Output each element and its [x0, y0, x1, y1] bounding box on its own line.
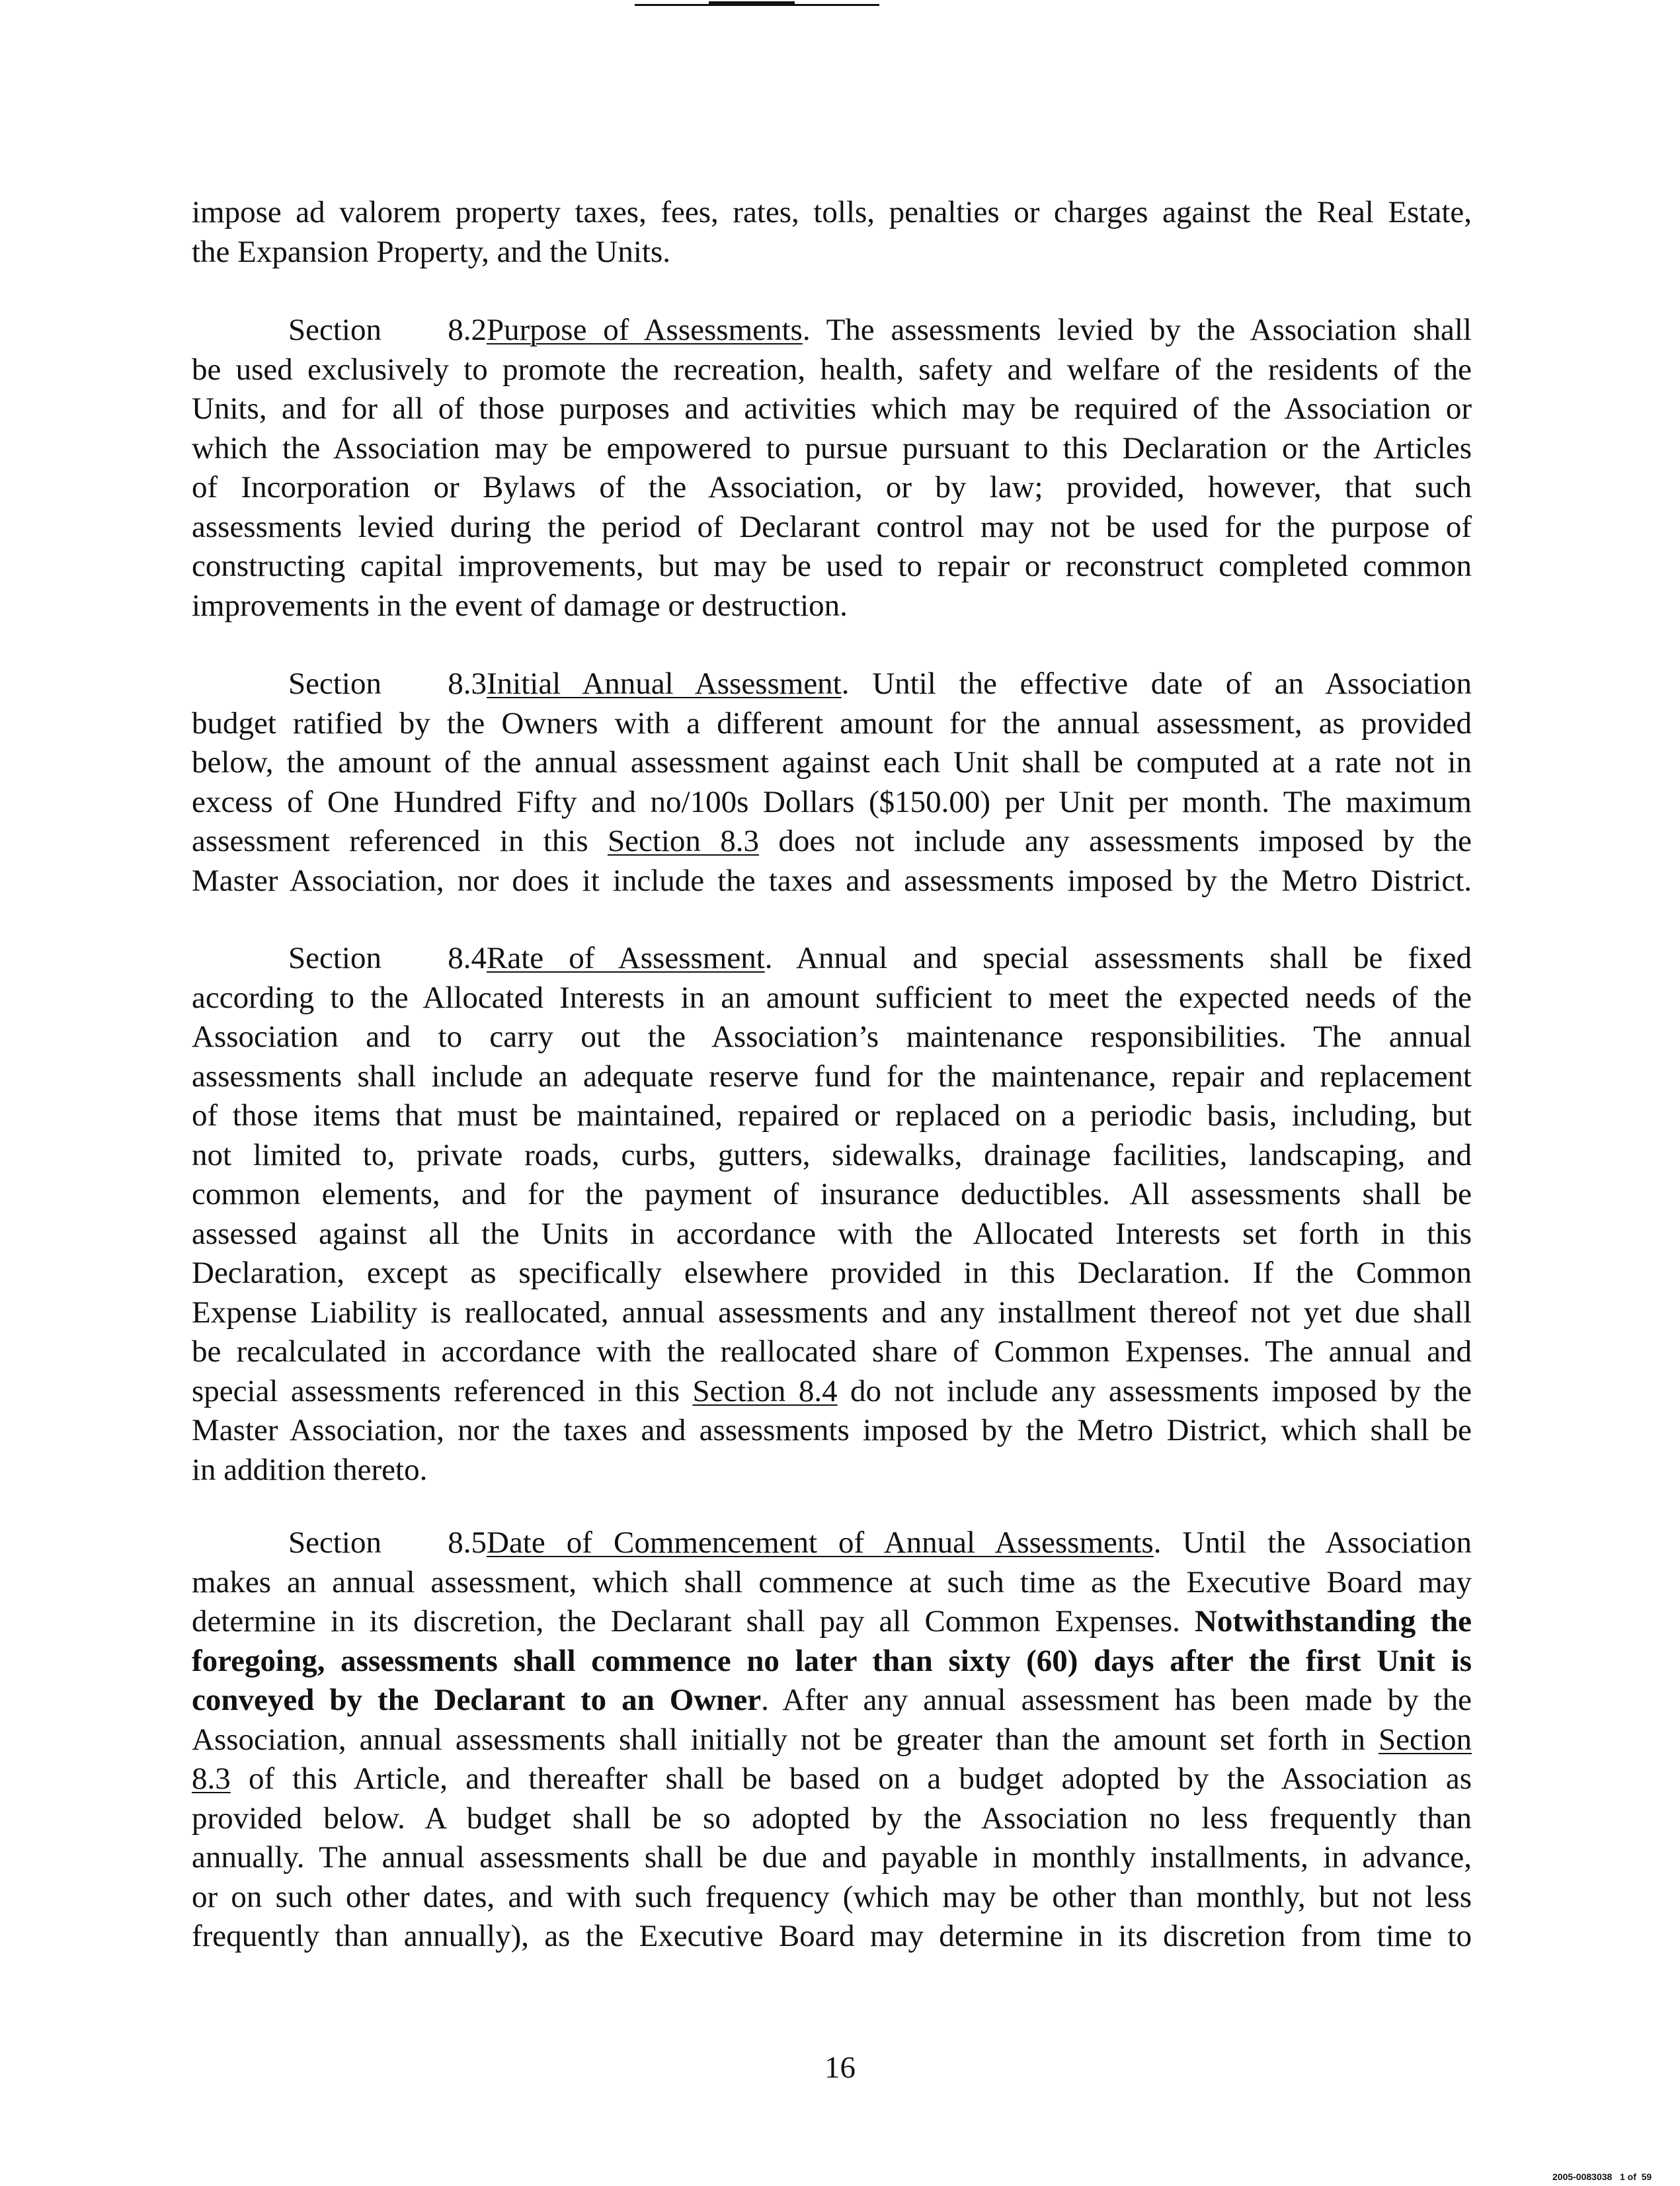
section-number: Section 8.3 — [288, 667, 487, 701]
section-paragraph — [192, 1523, 1472, 1957]
underlined-heading: 8.3 — [192, 1761, 231, 1796]
text-line — [192, 783, 1472, 823]
text-line — [192, 389, 1472, 429]
text-segment: . Until the Association — [1153, 1525, 1472, 1560]
recording-stamp: 2005-0083038 1 of 59 — [1552, 2171, 1652, 2182]
text-line — [192, 1372, 1472, 1412]
section-paragraph — [192, 665, 1472, 901]
text-segment: of those items that must be maintained, repaired or replaced on a periodic basis, including, but — [192, 1098, 1472, 1133]
text-segment: . Annual and special assessments shall be fixed — [764, 941, 1472, 975]
text-line — [192, 1838, 1472, 1878]
text-segment: according to the Allocated Interests in an amount sufficient to meet the expected needs of the — [192, 980, 1472, 1015]
text-segment: . The assessments levied by the Association shall — [802, 313, 1472, 347]
text-segment: excess of One Hundred Fifty and no/100s Dollars ($150.00) per Unit per month. The maximum — [192, 784, 1472, 819]
text-line — [192, 939, 1472, 979]
text-segment: determine in its discretion, the Declarant shall pay all Common Expenses. — [192, 1604, 1195, 1639]
text-line — [192, 1293, 1472, 1333]
section-paragraph — [192, 939, 1472, 1490]
underlined-heading: Purpose of Assessments — [487, 313, 803, 347]
text-line — [192, 1136, 1472, 1176]
text-segment: do not include any assessments imposed by the — [837, 1373, 1472, 1408]
underlined-heading: Section 8.4 — [692, 1373, 838, 1408]
text-segment: Master Association, nor does it include the taxes and assessments imposed by the Metro District. — [192, 863, 1472, 898]
text-line — [192, 862, 1472, 901]
section-paragraph — [192, 311, 1472, 626]
text-line — [192, 1096, 1472, 1136]
text-line — [192, 665, 1472, 704]
text-line — [192, 1523, 1472, 1563]
text-segment: makes an annual assessment, which shall commence at such time as the Executive Board may — [192, 1564, 1472, 1599]
text-line — [192, 1411, 1472, 1451]
paragraph — [192, 193, 1472, 272]
text-line — [192, 822, 1472, 862]
bold-text: conveyed by the Declarant to an Owner — [192, 1683, 762, 1717]
text-line — [192, 1451, 1472, 1490]
text-line — [192, 1602, 1472, 1642]
text-segment: or on such other dates, and with such frequency (which may be other than monthly, but not less — [192, 1879, 1472, 1914]
text-line — [192, 1057, 1472, 1097]
underlined-heading: Rate of Assessment — [487, 941, 765, 975]
section-number: Section 8.4 — [288, 941, 487, 975]
text-segment: Units, and for all of those purposes and activities which may be required of the Association or — [192, 391, 1472, 426]
header-rule-mark — [709, 1, 795, 5]
text-line — [192, 1563, 1472, 1603]
text-segment: special assessments referenced in this — [192, 1373, 693, 1408]
text-line — [192, 587, 1472, 626]
text-segment: common elements, and for the payment of insurance deductibles. All assessments shall be — [192, 1177, 1472, 1211]
text-line — [192, 1760, 1472, 1799]
text-segment: the Expansion Property, and the Units. — [192, 234, 671, 269]
text-line — [192, 311, 1472, 350]
page-number: 16 — [824, 2050, 856, 2085]
text-segment: impose ad valorem property taxes, fees, rates, tolls, penalties or charges against the Real Estate, — [192, 195, 1472, 229]
text-segment: not limited to, private roads, curbs, gutters, sidewalks, drainage facilities, landscaping, and — [192, 1137, 1472, 1172]
text-segment: . Until the effective date of an Association — [841, 667, 1472, 701]
text-line — [192, 1642, 1472, 1681]
underlined-heading: Section 8.3 — [607, 824, 760, 858]
section-number: Section 8.2 — [288, 313, 487, 347]
text-segment: Declaration, except as specifically elsewhere provided in this Declaration. If the Common — [192, 1256, 1472, 1290]
text-segment: Master Association, nor the taxes and assessments imposed by the Metro District, which shall be — [192, 1413, 1472, 1447]
text-segment: assessed against all the Units in accordance with the Allocated Interests set forth in this — [192, 1216, 1472, 1251]
text-line — [192, 1215, 1472, 1254]
bold-text: foregoing, assessments shall commence no later than sixty (60) days after the first Unit is — [192, 1643, 1472, 1678]
section-number: Section 8.5 — [288, 1525, 487, 1560]
text-segment: which the Association may be empowered to pursue pursuant to this Declaration or the Articles — [192, 430, 1472, 466]
text-segment: Association and to carry out the Association’s maintenance responsibilities. The annual — [192, 1020, 1472, 1054]
text-segment: below, the amount of the annual assessment against each Unit shall be computed at a rate not in — [192, 745, 1472, 780]
text-line — [192, 1175, 1472, 1215]
text-segment: of Incorporation or Bylaws of the Association, or by law; provided, however, that such — [192, 470, 1472, 505]
text-line — [192, 193, 1472, 233]
text-segment: improvements in the event of damage or destruction. — [192, 588, 848, 623]
text-line — [192, 233, 1472, 272]
text-segment: assessments levied during the period of Declarant control may not be used for the purpose of — [192, 509, 1472, 544]
text-line — [192, 350, 1472, 390]
text-line — [192, 1332, 1472, 1372]
text-segment: constructing capital improvements, but may be used to repair or reconstruct completed common — [192, 549, 1472, 583]
text-line — [192, 743, 1472, 783]
text-segment: does not include any assessments imposed by the — [759, 824, 1472, 858]
text-line — [192, 1878, 1472, 1918]
text-line — [192, 547, 1472, 587]
text-segment: be used exclusively to promote the recreation, health, safety and welfare of the residents of the — [192, 352, 1472, 387]
text-segment: annually. The annual assessments shall be due and payable in monthly installments, in advance, — [192, 1840, 1472, 1875]
text-line — [192, 1681, 1472, 1720]
text-segment: assessment referenced in this — [192, 824, 608, 858]
text-line — [192, 979, 1472, 1018]
text-line — [192, 1917, 1472, 1957]
text-segment: budget ratified by the Owners with a different amount for the annual assessment, as provided — [192, 706, 1472, 741]
text-segment: of this Article, and thereafter shall be based on a budget adopted by the Association as — [230, 1761, 1472, 1796]
underlined-heading: Initial Annual Assessment — [487, 667, 842, 701]
text-segment: assessments shall include an adequate reserve fund for the maintenance, repair and replacement — [192, 1059, 1472, 1094]
text-segment: provided below. A budget shall be so adopted by the Association no less frequently than — [192, 1801, 1472, 1836]
text-line — [192, 1018, 1472, 1057]
text-line — [192, 704, 1472, 744]
text-line — [192, 1720, 1472, 1760]
bold-text: Notwithstanding the — [1194, 1604, 1472, 1639]
text-line — [192, 468, 1472, 508]
text-line — [192, 508, 1472, 547]
underlined-heading: Section — [1379, 1722, 1472, 1757]
text-segment: in addition thereto. — [192, 1452, 428, 1487]
text-segment: frequently than annually), as the Executive Board may determine in its discretion from time to — [192, 1919, 1472, 1953]
text-segment: Expense Liability is reallocated, annual assessments and any installment thereof not yet due shall — [192, 1295, 1472, 1330]
text-segment: Association, annual assessments shall initially not be greater than the amount set forth in — [192, 1722, 1379, 1757]
text-line — [192, 1799, 1472, 1839]
text-segment: be recalculated in accordance with the reallocated share of Common Expenses. The annual and — [192, 1334, 1472, 1369]
text-segment: . After any annual assessment has been made by the — [761, 1683, 1472, 1717]
text-line — [192, 1254, 1472, 1293]
underlined-heading: Date of Commencement of Annual Assessments — [487, 1525, 1154, 1560]
text-line — [192, 429, 1472, 469]
